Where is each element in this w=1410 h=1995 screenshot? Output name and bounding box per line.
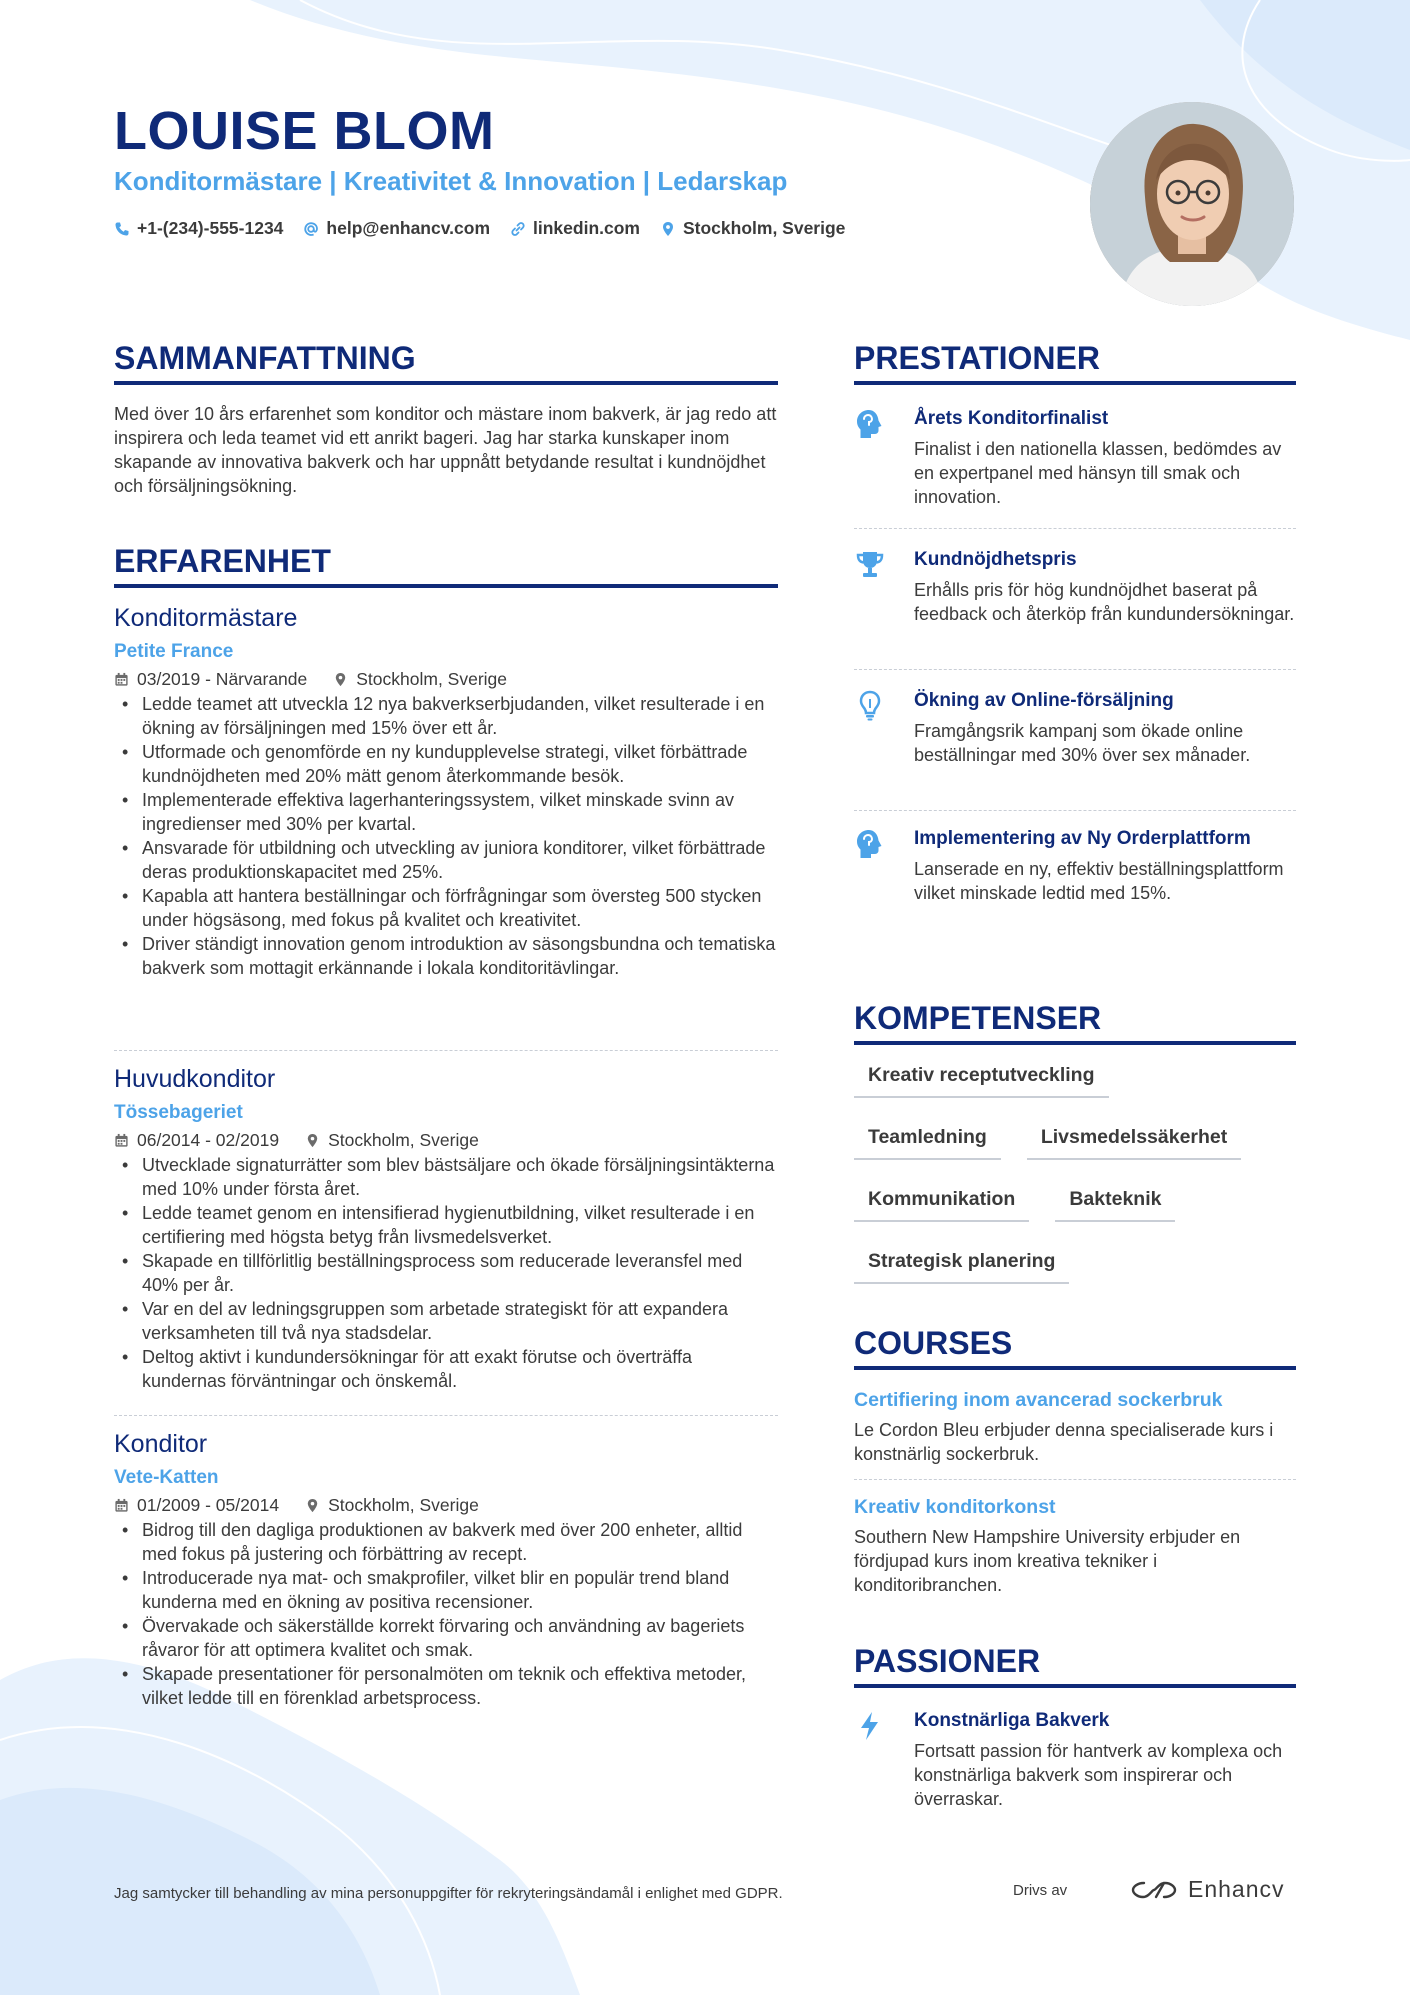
- contact-phone[interactable]: [114, 218, 283, 239]
- head-icon: [854, 408, 886, 440]
- phone-icon: [114, 221, 130, 237]
- location-pin-icon: [305, 1133, 320, 1148]
- passions-heading: PASSIONER: [854, 1643, 1296, 1688]
- bullet-item: • Ledde teamet att utveckla 12 nya bakverkserbjudanden, vilket resulterade i en ökning av försäljningen med 15% över ett år.: [114, 692, 778, 740]
- bullet-item: • Övervakade och säkerställde korrekt förvaring och användning av bageriets råvaror för att optimera kvalitet och smak.: [114, 1614, 778, 1662]
- bullet-item: • Utvecklade signaturrätter som blev bästsäljare och ökade försäljningsintäkterna med 10% under första året.: [114, 1153, 778, 1201]
- job-role: Konditor: [114, 1430, 208, 1458]
- head-icon: [854, 828, 886, 860]
- location-pin-icon: [305, 1498, 320, 1513]
- location-pin-icon: [333, 672, 348, 687]
- skills-list: [854, 1058, 1296, 1306]
- contact-email[interactable]: [303, 218, 490, 239]
- job-divider: [114, 1050, 778, 1051]
- job-role: Konditormästare: [114, 604, 298, 632]
- location-text: Stockholm, Sverige: [682, 218, 846, 238]
- skill-row: [854, 1120, 1296, 1160]
- achievement-item: [854, 688, 1296, 767]
- lightning-icon: [854, 1710, 886, 1742]
- location-pin-icon: [660, 221, 676, 237]
- passion-title: Konstnärliga Bakverk: [914, 1710, 1110, 1731]
- job-bullets: [114, 1518, 778, 1710]
- infinity-logo-icon: [1130, 1877, 1178, 1903]
- achievement-divider: [854, 669, 1296, 670]
- skill-tag: Bakteknik: [1055, 1182, 1175, 1222]
- achievement-title: Kundnöjdhetspris: [914, 549, 1077, 570]
- achievement-desc: Framgångsrik kampanj som ökade online beställningar med 30% över sex månader.: [914, 721, 1251, 765]
- brand-name: Enhancv: [1188, 1876, 1285, 1902]
- skill-tag: Strategisk planering: [854, 1244, 1069, 1284]
- job-entry: [114, 1430, 778, 1710]
- achievement-desc: Lanserade en ny, effektiv beställningsplattform vilket minskade ledtid med 15%.: [914, 859, 1284, 903]
- skill-tag: Kommunikation: [854, 1182, 1029, 1222]
- achievement-title: Implementering av Ny Orderplattform: [914, 828, 1251, 849]
- bullet-item: • Skapade en tillförlitlig beställningsprocess som reducerade leveransfel med 40% per år.: [114, 1249, 778, 1297]
- job-dates-text: 03/2019 - Närvarande: [137, 669, 308, 689]
- job-dates: [114, 1495, 279, 1516]
- summary-text: Med över 10 års erfarenhet som konditor och mästare inom bakverk, är jag redo att inspirera och leda teamet vid ett anrikt bageri. Jag har starka kunskaper inom skapande av innovativa bakverk och har uppnått betydande resultat i kundnöjdhet och försäljningsökning.: [114, 404, 777, 496]
- job-meta: [114, 1130, 778, 1151]
- bullet-item: • Utformade och genomförde en ny kundupplevelse strategi, vilket förbättrade kundnöjdheten med 20% mätt genom återkommande besök.: [114, 740, 778, 788]
- phone-text: +1-(234)-555-1234: [137, 218, 284, 238]
- passion-item: [854, 1708, 1296, 1811]
- passion-desc: Fortsatt passion för hantverk av komplexa och konstnärliga bakverk som inspirerar och överraskar.: [914, 1741, 1283, 1809]
- course-title: Kreativ konditorkonst: [854, 1496, 1056, 1518]
- courses-heading: COURSES: [854, 1325, 1296, 1370]
- calendar-icon: [114, 1498, 129, 1513]
- job-meta: [114, 669, 778, 690]
- achievement-divider: [854, 528, 1296, 529]
- gdpr-consent: Jag samtycker till behandling av mina personuppgifter för rekryteringsändamål i enlighet med GDPR.: [114, 1885, 783, 1902]
- bullet-item: • Bidrog till den dagliga produktionen av bakverk med över 200 enheter, alltid med fokus på justering och förbättring av recept.: [114, 1518, 778, 1566]
- course-item: [854, 1496, 1296, 1597]
- contact-location: [660, 218, 845, 239]
- job-location: [333, 669, 507, 690]
- achievement-title: Årets Konditorfinalist: [914, 408, 1109, 429]
- course-desc: Le Cordon Bleu erbjuder denna specialiserade kurs i konstnärlig sockerbruk.: [854, 1420, 1274, 1464]
- at-icon: [303, 221, 319, 237]
- job-company: Tössebageriet: [114, 1102, 243, 1123]
- job-company: Petite France: [114, 641, 234, 662]
- bullet-item: • Introducerade nya mat- och smakprofiler, vilket blir en populär trend bland kunderna med en ökning av positiva recensioner.: [114, 1566, 778, 1614]
- profile-photo: [1090, 102, 1294, 306]
- bullet-item: • Driver ständigt innovation genom introduktion av säsongsbundna och tematiska bakverk som mottagit erkännande i lokala konditoritävlingar.: [114, 932, 778, 980]
- job-dates: [114, 669, 307, 690]
- job-company: Vete-Katten: [114, 1467, 219, 1488]
- lightbulb-icon: [854, 690, 886, 722]
- skill-row: [854, 1182, 1296, 1222]
- job-location: [305, 1495, 479, 1516]
- powered-by-label: Drivs av: [1013, 1882, 1068, 1899]
- summary-heading: SAMMANFATTNING: [114, 340, 778, 385]
- contact-bar: [114, 218, 845, 239]
- bullet-item: • Implementerade effektiva lagerhanteringssystem, vilket minskade svinn av ingredienser med 30% per kvartal.: [114, 788, 778, 836]
- skill-row: [854, 1244, 1296, 1284]
- achievement-divider: [854, 810, 1296, 811]
- candidate-name: LOUISE BLOM: [114, 101, 495, 161]
- skills-heading: KOMPETENSER: [854, 1000, 1296, 1045]
- course-title: Certifiering inom avancerad sockerbruk: [854, 1389, 1223, 1411]
- job-location-text: Stockholm, Sverige: [328, 1130, 479, 1150]
- calendar-icon: [114, 672, 129, 687]
- achievement-item: [854, 406, 1296, 509]
- achievement-item: [854, 547, 1296, 626]
- achievement-item: [854, 826, 1296, 905]
- job-bullets: [114, 1153, 778, 1393]
- job-meta: [114, 1495, 778, 1516]
- trophy-icon: [854, 549, 886, 581]
- skill-row: [854, 1058, 1296, 1098]
- job-location-text: Stockholm, Sverige: [356, 669, 508, 689]
- job-dates: [114, 1130, 279, 1151]
- linkedin-text: linkedin.com: [533, 218, 640, 238]
- job-dates-text: 01/2009 - 05/2014: [137, 1495, 280, 1515]
- achievement-desc: Erhålls pris för hög kundnöjdhet baserat på feedback och återköp från kundundersökningar.: [914, 580, 1295, 624]
- skill-tag: Teamledning: [854, 1120, 1001, 1160]
- bullet-item: • Deltog aktivt i kundundersökningar för att exakt förutse och överträffa kundernas förväntningar och önskemål.: [114, 1345, 778, 1393]
- job-location-text: Stockholm, Sverige: [328, 1495, 479, 1515]
- job-bullets: [114, 692, 778, 980]
- course-divider: [854, 1479, 1296, 1480]
- job-divider: [114, 1415, 778, 1416]
- job-location: [305, 1130, 479, 1151]
- email-text: help@enhancv.com: [326, 218, 491, 238]
- bullet-item: • Ledde teamet genom en intensifierad hygienutbildning, vilket resulterade i en certifiering med högsta betyg från livsmedelsverket.: [114, 1201, 778, 1249]
- bullet-item: • Kapabla att hantera beställningar och förfrågningar som översteg 500 stycken under högsäsong, med fokus på kvalitet och kreativitet.: [114, 884, 778, 932]
- course-desc: Southern New Hampshire University erbjuder en fördjupad kurs inom kreativa tekniker i konditoribranchen.: [854, 1527, 1241, 1595]
- enhancv-logo[interactable]: [1130, 1876, 1285, 1903]
- job-role: Huvudkonditor: [114, 1065, 276, 1093]
- achievement-desc: Finalist i den nationella klassen, bedömdes av en expertpanel med hänsyn till smak och innovation.: [914, 439, 1282, 507]
- link-icon: [510, 221, 526, 237]
- job-entry: [114, 604, 778, 980]
- bullet-item: • Ansvarade för utbildning och utveckling av juniora konditorer, vilket förbättrade deras produktionskapacitet med 25%.: [114, 836, 778, 884]
- course-item: [854, 1389, 1296, 1466]
- contact-linkedin[interactable]: [510, 218, 640, 239]
- achievement-title: Ökning av Online-försäljning: [914, 690, 1174, 711]
- skill-tag: Kreativ receptutveckling: [854, 1058, 1109, 1098]
- job-entry: [114, 1065, 778, 1393]
- job-dates-text: 06/2014 - 02/2019: [137, 1130, 280, 1150]
- skill-tag: Livsmedelssäkerhet: [1027, 1120, 1241, 1160]
- bullet-item: • Var en del av ledningsgruppen som arbetade strategiskt för att expandera verksamheten till två nya stadsdelar.: [114, 1297, 778, 1345]
- calendar-icon: [114, 1133, 129, 1148]
- portrait-image: [1090, 102, 1294, 306]
- experience-heading: ERFARENHET: [114, 543, 778, 588]
- bullet-item: • Skapade presentationer för personalmöten om teknik och effektiva metoder, vilket ledde till en förenklad arbetsprocess.: [114, 1662, 778, 1710]
- candidate-tagline: Konditormästare | Kreativitet & Innovation | Ledarskap: [114, 166, 788, 196]
- achievements-heading: PRESTATIONER: [854, 340, 1296, 385]
